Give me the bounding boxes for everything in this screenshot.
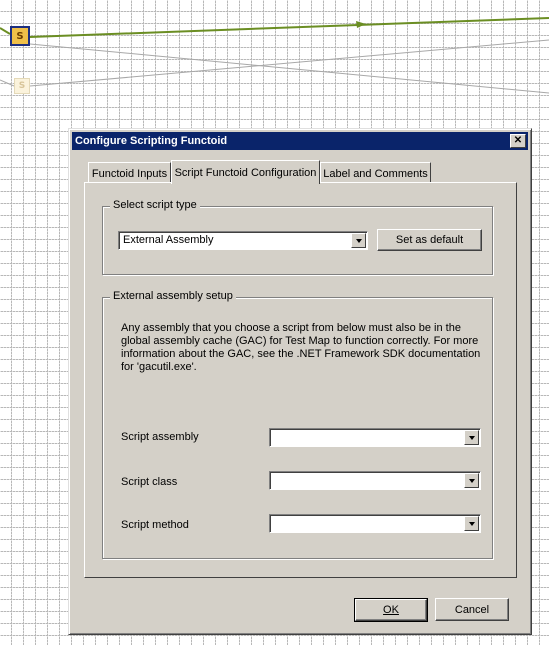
tab-label: Script Functoid Configuration <box>174 166 317 179</box>
cancel-button[interactable] <box>435 598 509 621</box>
dialog-titlebar[interactable] <box>72 132 528 150</box>
chevron-down-icon[interactable] <box>464 473 479 488</box>
ok-button[interactable] <box>355 599 427 621</box>
button-label: Cancel <box>454 603 490 616</box>
tab-script-functoid-configuration[interactable] <box>171 160 320 184</box>
close-button[interactable] <box>510 134 526 148</box>
select-script-type-group <box>102 199 493 275</box>
script-type-select[interactable] <box>118 231 368 250</box>
chevron-down-icon[interactable] <box>464 430 479 445</box>
group-legend: External assembly setup <box>110 290 236 302</box>
set-as-default-button[interactable] <box>377 229 482 251</box>
close-icon: ✕ <box>513 135 523 146</box>
chevron-down-icon[interactable] <box>351 233 366 248</box>
button-label: OK <box>383 604 399 616</box>
scripting-functoid-icon[interactable]: S <box>14 78 30 94</box>
tab-label: Label and Comments <box>323 167 428 180</box>
map-link[interactable] <box>30 40 549 86</box>
map-link-selected[interactable] <box>30 18 549 37</box>
script-assembly-label: Script assembly <box>121 431 199 443</box>
map-link[interactable] <box>0 80 14 86</box>
tab-functoid-inputs[interactable] <box>88 162 171 184</box>
button-label: Set as default <box>395 234 464 246</box>
tab-label-and-comments[interactable] <box>320 162 431 184</box>
chevron-down-icon[interactable] <box>464 516 479 531</box>
script-class-select[interactable] <box>269 471 481 490</box>
tab-label: Functoid Inputs <box>91 167 168 180</box>
external-assembly-setup-group <box>102 290 493 559</box>
dialog-title: Configure Scripting Functoid <box>75 135 228 147</box>
scripting-functoid-icon[interactable]: S <box>10 26 30 46</box>
map-link[interactable] <box>0 28 10 34</box>
group-legend: Select script type <box>110 199 200 211</box>
link-arrow-icon <box>356 21 366 28</box>
configure-scripting-functoid-dialog <box>68 128 532 635</box>
script-method-label: Script method <box>121 519 189 531</box>
script-type-value: External Assembly <box>123 234 214 246</box>
map-link-lines <box>0 0 549 130</box>
script-assembly-select[interactable] <box>269 428 481 447</box>
tab-panel-script-configuration <box>84 182 517 578</box>
script-class-label: Script class <box>121 476 178 488</box>
gac-info-text: Any assembly that you choose a script from below must also be in the global assembly cache (GAC) for Test Map to function correctly. For more information about the GAC, see the .NET Framework SDK documentation for 'gacutil.exe'. <box>121 322 481 373</box>
map-link[interactable] <box>30 44 549 93</box>
script-method-select[interactable] <box>269 514 481 533</box>
